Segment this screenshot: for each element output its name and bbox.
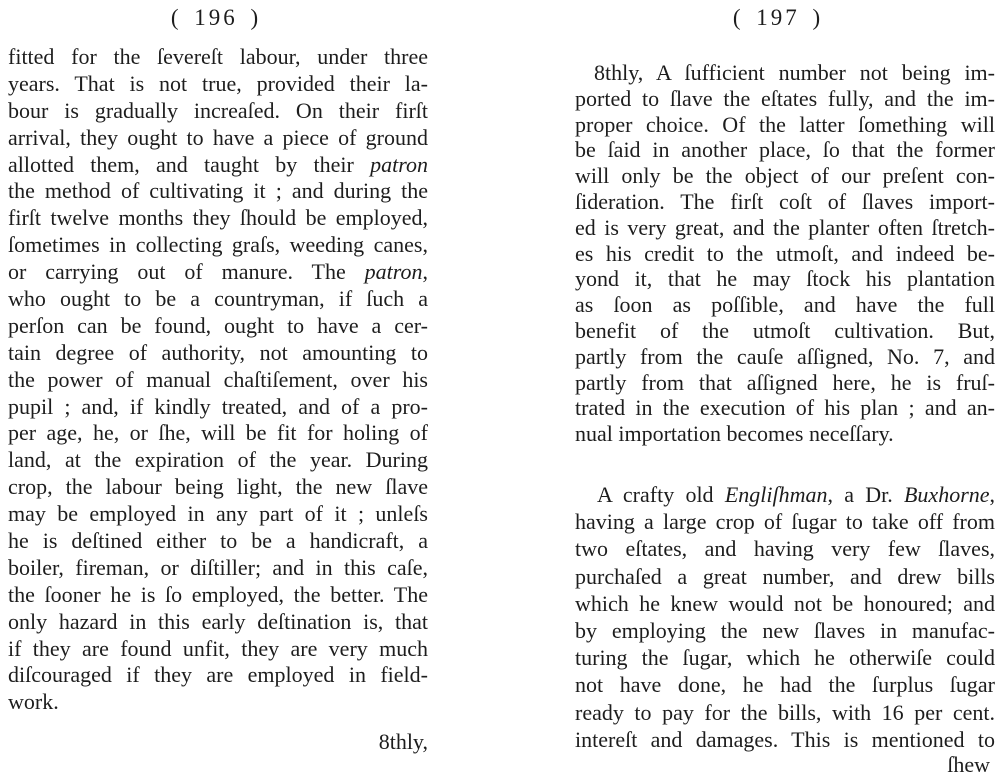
text-line: the power of manual chaſtiſement, over his <box>8 366 428 392</box>
text-line: if they are found unfit, they are very much <box>8 635 428 661</box>
page-number: ( 197 ) <box>732 5 824 30</box>
left-page-text <box>8 44 428 716</box>
text-line: be ſaid in another place, ſo that the former <box>575 137 995 163</box>
text-line: arrival, they ought to have a piece of ground <box>8 124 428 150</box>
text-line: intereſt and damages. This is mentioned to <box>575 726 995 752</box>
italic-word: patron <box>370 151 428 177</box>
catchword: ſhew <box>947 752 990 777</box>
line-text: A crafty old <box>597 482 714 507</box>
line-text: or carrying out of manure. The <box>8 259 346 285</box>
text-line: ſideration. The firſt coſt of ſlaves import- <box>575 188 995 214</box>
paragraph <box>575 481 995 753</box>
text-line: purchaſed a great number, and drew bills <box>575 563 995 589</box>
text-line: ported to ſlave the eſtates fully, and the im- <box>575 85 995 111</box>
text-line: diſcouraged if they are employed in field- <box>8 662 428 688</box>
text-line: not have done, he had the ſurplus ſugar <box>575 672 995 698</box>
text-line: ed is very great, and the planter often ſtretch- <box>575 214 995 240</box>
text-line: partly from the cauſe aſſigned, No. 7, and <box>575 343 995 369</box>
text-line: tain degree of authority, not amounting to <box>8 339 428 365</box>
italic-word: Buxhorne <box>903 482 990 507</box>
text-line: having a large crop of ſugar to take off from <box>575 509 995 535</box>
text-line: turing the ſugar, which he otherwiſe could <box>575 645 995 671</box>
text-line: bour is gradually increaſed. On their firſt <box>8 97 428 123</box>
text-line: land, at the expiration of the year. During <box>8 447 428 473</box>
text-line: per age, he, or ſhe, will be fit for holing of <box>8 420 428 446</box>
text-line: ready to pay for the bills, with 16 per cent. <box>575 699 995 725</box>
text-line: as ſoon as poſſible, and have the full <box>575 292 995 318</box>
text-line: benefit of the utmoſt cultivation. But, <box>575 317 995 343</box>
text-line: pupil ; and, if kindly treated, and of a pro- <box>8 393 428 419</box>
text-line: will only be the object of our preſent con- <box>575 163 995 189</box>
text-line: he is deſtined either to be a handicraft, a <box>8 528 428 554</box>
text-line: ſometimes in collecting graſs, weeding canes, <box>8 232 428 258</box>
text-line: by employing the new ſlaves in manufac- <box>575 617 995 643</box>
text-line <box>8 259 428 286</box>
text-line: trated in the execution of his plan ; and an- <box>575 395 995 421</box>
italic-word: patron <box>364 259 423 285</box>
text-line: work. <box>8 689 59 715</box>
text-line <box>8 152 428 179</box>
text-line: the method of cultivating it ; and during the <box>8 178 428 204</box>
italic-word: Engliſhman <box>724 482 828 507</box>
text-line: crop, the labour being light, the new ſlave <box>8 474 428 500</box>
catchword: 8thly, <box>378 729 428 754</box>
text-line: yond it, that he may ſtock his plantation <box>575 266 995 292</box>
text-line: perſon can be found, ought to have a cer- <box>8 312 428 338</box>
text-line: only hazard in this early deſtination is, that <box>8 608 428 634</box>
line-text: , <box>989 482 995 507</box>
text-line: boiler, fireman, or diſtiller; and in this caſe, <box>8 554 428 580</box>
text-line: years. That is not true, provided their la- <box>8 70 428 96</box>
text-line: firſt twelve months they ſhould be employed, <box>8 205 428 231</box>
paragraph <box>575 60 995 447</box>
text-line <box>575 481 995 508</box>
right-page <box>500 0 1000 780</box>
line-text: allotted them, and taught by their <box>8 151 354 177</box>
line-text: , a Dr. <box>827 482 893 507</box>
text-line: which he knew would not be honoured; and <box>575 590 995 616</box>
text-line: 8thly, A ſufficient number not being im- <box>594 60 995 85</box>
text-line: the ſooner he is ſo employed, the better. The <box>8 581 428 607</box>
text-line: nual importation becomes neceſſary. <box>575 421 894 447</box>
text-line: partly from that aſſigned here, he is fruſ- <box>575 369 995 395</box>
text-line: proper choice. Of the latter ſomething will <box>575 111 995 137</box>
text-line: may be employed in any part of it ; unleſs <box>8 501 428 527</box>
line-text: , <box>422 259 428 285</box>
text-line: who ought to be a countryman, if ſuch a <box>8 286 428 312</box>
page-number: ( 196 ) <box>170 5 262 30</box>
text-line: es his credit to the utmoſt, and indeed be- <box>575 240 995 266</box>
text-line: fitted for the ſevereſt labour, under three <box>8 44 428 69</box>
text-line: two eſtates, and having very few ſlaves, <box>575 536 995 562</box>
